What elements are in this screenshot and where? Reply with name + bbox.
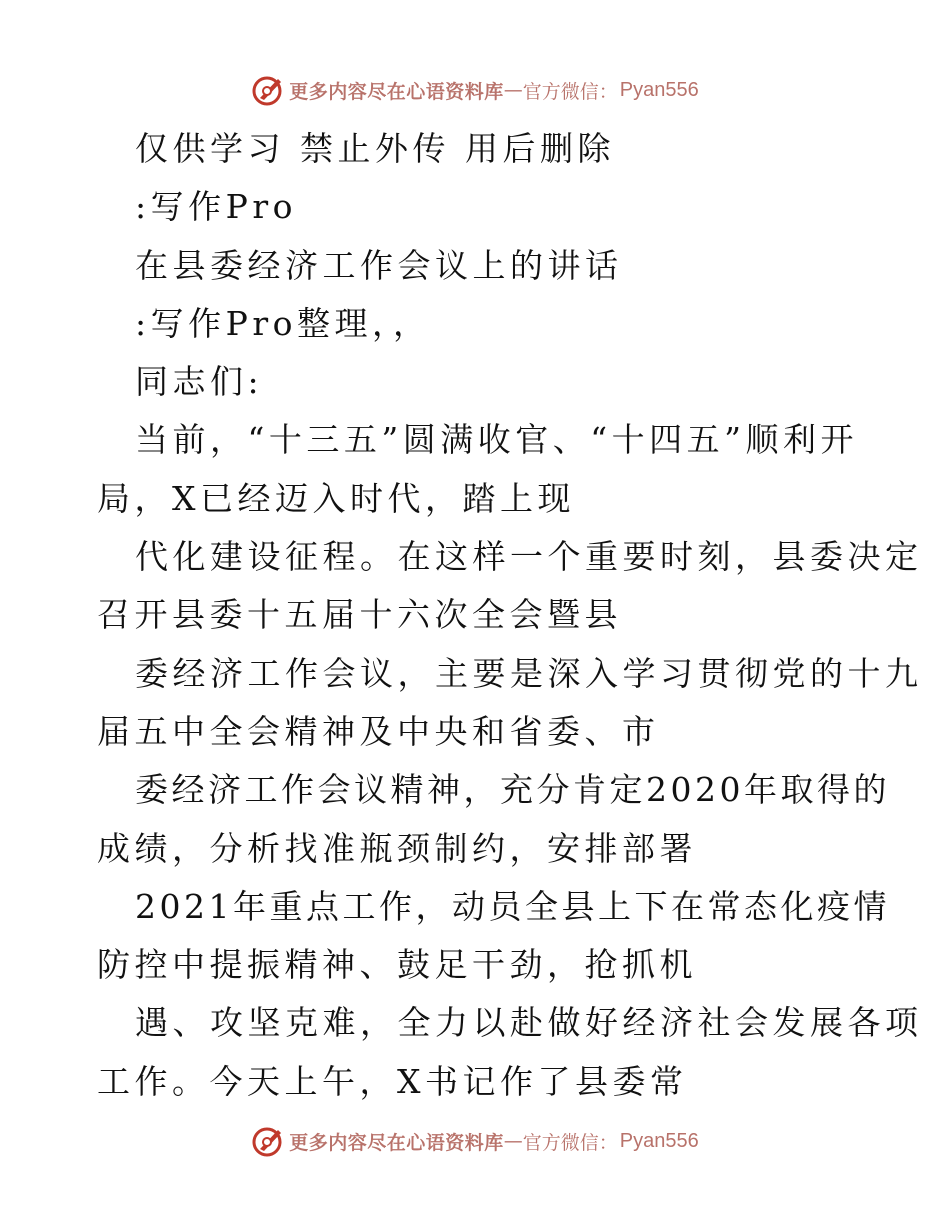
banner-text: 更多内容尽在心语资料库 [289, 1131, 504, 1154]
header-banner [0, 70, 950, 110]
notice-line: 仅供学习 禁止外传 用后删除 [135, 129, 615, 168]
document-body [97, 120, 923, 1111]
paragraph-line: 委经济工作会议精神，充分肯定2020年取得的 [135, 770, 890, 810]
banner-wechat-id: Pyan556 [619, 1129, 699, 1152]
banner-official-label: 官方微信： [522, 80, 618, 103]
paragraph-line: 局，X已经迈入时代，踏上现 [97, 478, 575, 518]
paragraph-line: 召开县委十五届十六次全会暨县 [97, 595, 622, 635]
footer-banner [0, 1121, 950, 1161]
banner-wechat-id: Pyan556 [619, 78, 699, 101]
banner-separator: — [503, 1130, 523, 1152]
document-title: 在县委经济工作会议上的讲话 [135, 245, 623, 285]
salutation: 同志们: [135, 362, 264, 402]
banner-text: 更多内容尽在心语资料库 [289, 80, 504, 103]
paragraph-line: 成绩，分析找准瓶颈制约，安排部署 [97, 828, 697, 868]
paragraph-line: 2021年重点工作，动员全县上下在常态化疫情 [135, 886, 890, 926]
compiler-line: :写作Pro整理，， [135, 303, 431, 343]
paragraph-line: 工作。今天上午，X书记作了县委常 [97, 1061, 688, 1101]
paragraph-line: 防控中提振精神、鼓足干劲，抢抓机 [97, 945, 697, 985]
paragraph-line: 届五中全会精神及中央和省委、市 [97, 711, 660, 751]
author-line: :写作Pro [135, 187, 297, 227]
paragraph-line: 当前，“十三五”圆满收官、“十四五”顺利开 [135, 420, 858, 460]
quill-logo-icon [251, 73, 285, 107]
paragraph-line: 代化建设征程。在这样一个重要时刻，县委决定 [135, 537, 923, 577]
paragraph-line: 遇、攻坚克难，全力以赴做好经济社会发展各项 [135, 1003, 923, 1043]
paragraph-line: 委经济工作会议，主要是深入学习贯彻党的十九 [135, 653, 923, 693]
quill-logo-icon [251, 1124, 285, 1158]
banner-separator: — [503, 79, 523, 101]
banner-official-label: 官方微信： [522, 1131, 618, 1154]
